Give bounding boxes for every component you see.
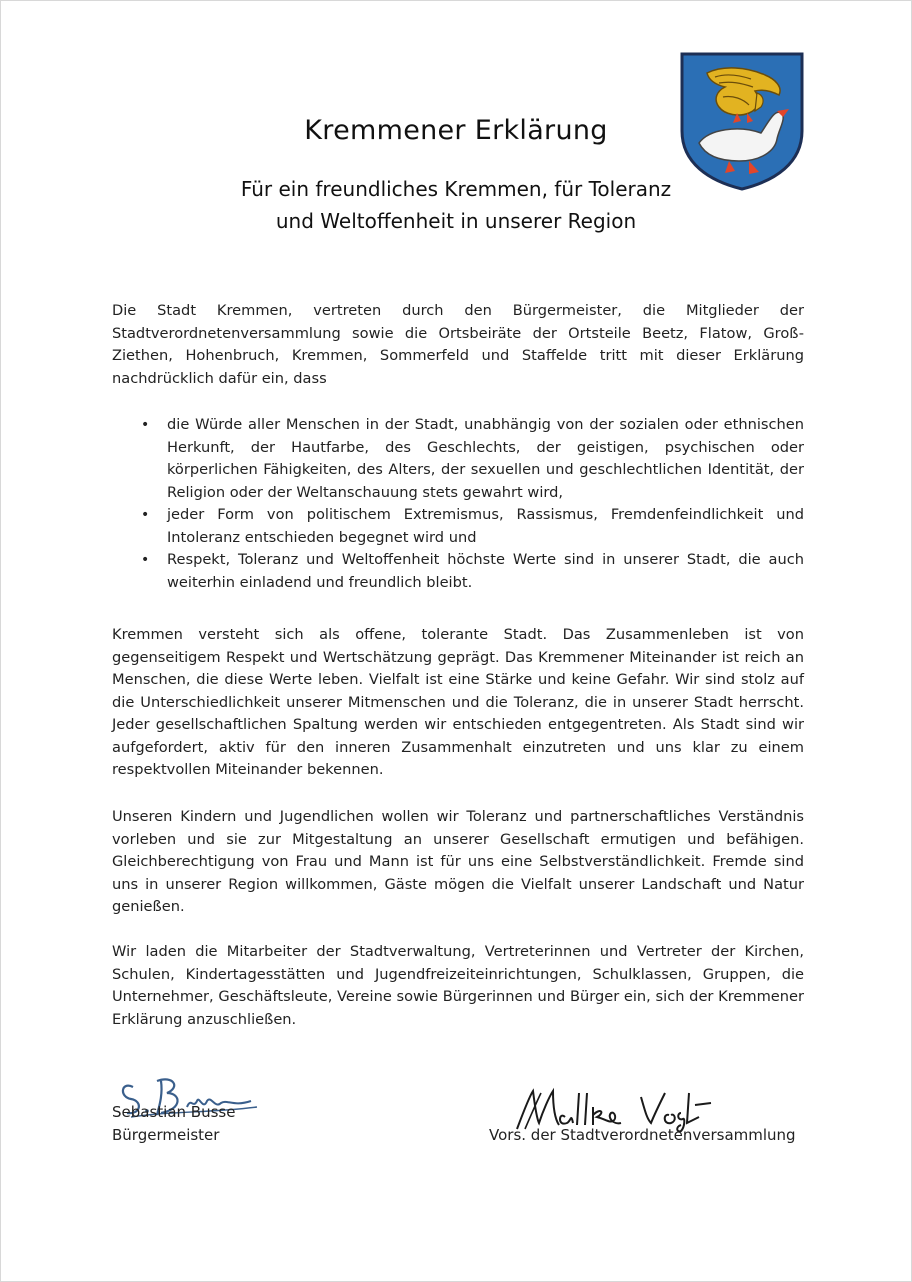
list-item-text: Respekt, Toleranz und Weltoffenheit höchste Werte sind in unserer Stadt, die auch weiterhin einladend und freundlich bleibt. <box>167 551 804 591</box>
bullet-icon: • <box>141 507 150 523</box>
list-item-text: die Würde aller Menschen in der Stadt, unabhängig von der sozialen oder ethnischen Herkunft, der Hautfarbe, des Geschlechts, der geistigen, psychischen oder körperlichen Fähigkeiten, des Alters, der sexuellen und geschlechtlichen Identität, der Religion oder der Weltanschauung stets gewahrt wird, <box>167 416 804 501</box>
list-item <box>141 414 804 504</box>
list-item <box>141 549 804 594</box>
document-subtitle <box>1 173 911 237</box>
declaration-list <box>141 414 804 594</box>
intro-paragraph: Die Stadt Kremmen, vertreten durch den Bürgermeister, die Mitglieder der Stadtverordnetenversammlung sowie die Ortsbeiräte der Ortsteile Beetz, Flatow, Groß-Ziethen, Hohenbruch, Kremmen, Sommerfeld und Staffelde tritt mit dieser Erklärung nachdrücklich dafür ein, dass <box>112 302 804 387</box>
chair-role: Vors. der Stadtverordnetenversammlung <box>489 1126 796 1144</box>
bullet-icon: • <box>141 417 150 433</box>
mayor-signature-block <box>112 1101 235 1147</box>
mayor-role: Bürgermeister <box>112 1126 220 1144</box>
bullet-icon: • <box>141 552 150 568</box>
paragraph: Kremmen versteht sich als offene, tolerante Stadt. Das Zusammenleben ist von gegenseitigem Respekt und Wertschätzung geprägt. Das Kremmener Miteinander ist reich an Menschen, die diese Werte leben. Vielfalt ist eine Stärke und keine Gefahr. Wir sind stolz auf die Unterschiedlichkeit unserer Mitmenschen und die Toleranz, die in unserer Stadt herrscht. Jeder gesellschaftlichen Spaltung werden wir entschieden entgegentreten. Als Stadt sind wir aufgefordert, aktiv für den inneren Zusammenhalt einzutreten und uns klar zu einem respektvollen Miteinander bekennen. <box>112 626 804 778</box>
subtitle-line: und Weltoffenheit in unserer Region <box>275 209 637 233</box>
mayor-name: Sebastian Busse <box>112 1103 236 1121</box>
paragraph: Wir laden die Mitarbeiter der Stadtverwaltung, Vertreterinnen und Vertreter der Kirchen, Schulen, Kindertagesstätten und Jugendfreizeiteinrichtungen, Schulklassen, Gruppen, die Unternehmer, Geschäftsleute, Vereine sowie Bürgerinnen und Bürger ein, sich der Kremmener Erklärung anzuschließen. <box>112 943 804 1028</box>
chair-signature-block <box>489 1124 796 1147</box>
document-title: Kremmener Erklärung <box>304 115 608 146</box>
subtitle-line: Für ein freundliches Kremmen, für Toleranz <box>240 177 672 201</box>
list-item <box>141 504 804 549</box>
list-item-text: jeder Form von politischem Extremismus, Rassismus, Fremdenfeindlichkeit und Intoleranz entschieden begegnet wird und <box>167 506 804 546</box>
paragraph: Unseren Kindern und Jugendlichen wollen wir Toleranz und partnerschaftliches Verständnis vorleben und sie zur Mitgestaltung an unserer Gesellschaft ermutigen und befähigen. Gleichberechtigung von Frau und Mann ist für uns eine Selbstverständlichkeit. Fremde sind uns in unserer Region willkommen, Gäste mögen die Vielfalt unserer Landschaft und Natur genießen. <box>112 808 804 915</box>
